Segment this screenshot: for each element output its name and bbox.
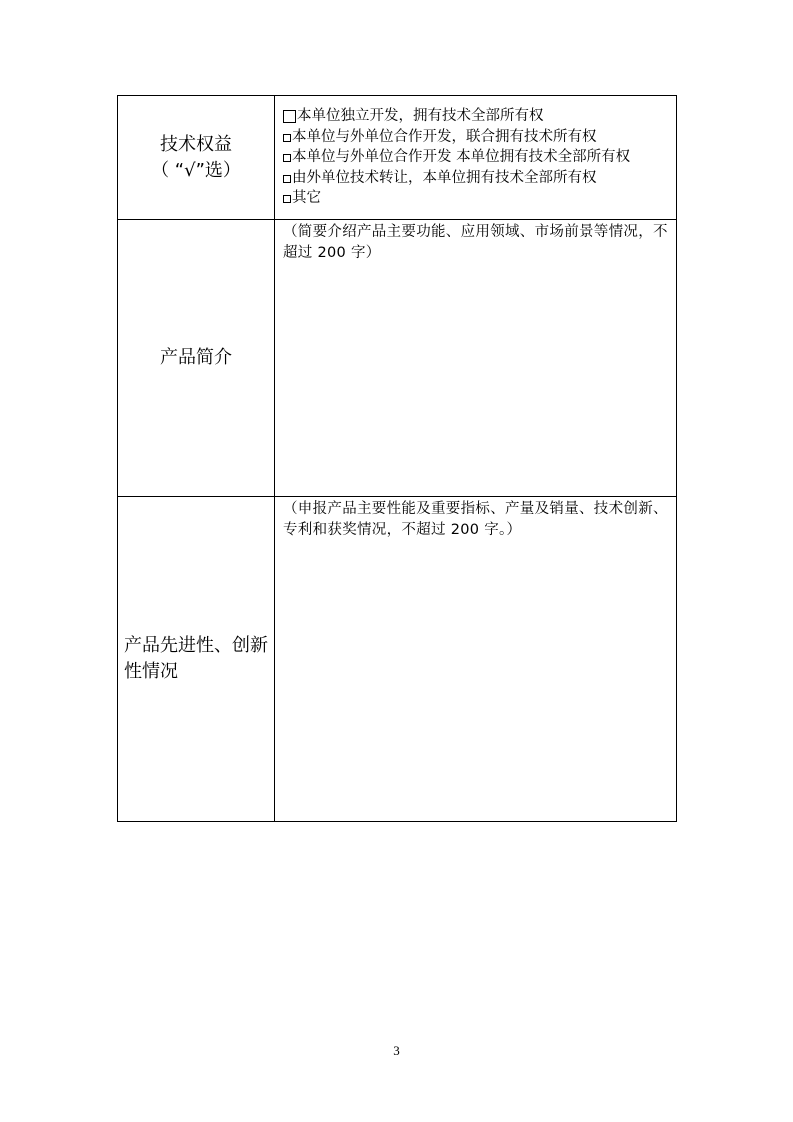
option-label: 由外单位技术转让，本单位拥有技术全部所有权: [292, 169, 597, 186]
tech-rights-label: 技术权益: [160, 133, 232, 155]
option-label: 其它: [292, 190, 321, 206]
tech-rights-row: [118, 96, 677, 220]
checkbox-icon[interactable]: [283, 154, 291, 162]
product-intro-row: [118, 220, 677, 497]
product-intro-hint: （简要介绍产品主要功能、应用领域、市场前景等情况，不超过 200 字）: [283, 224, 668, 261]
page-number: 3: [393, 1043, 400, 1058]
product-advance-label: 产品先进性、创新: [124, 635, 268, 656]
checkbox-icon[interactable]: [283, 175, 291, 183]
product-advance-label-cont: 性情况: [124, 661, 178, 682]
product-intro-field[interactable]: [275, 220, 677, 497]
tech-rights-option-list: [275, 96, 676, 209]
product-advance-row: [118, 497, 677, 822]
checkbox-icon[interactable]: [283, 195, 291, 203]
option-joint-development-full-ownership[interactable]: [283, 147, 676, 168]
application-form-table: [117, 95, 677, 822]
option-technology-transfer[interactable]: [283, 168, 676, 189]
option-joint-development-joint-ownership[interactable]: [283, 127, 676, 148]
option-label: 本单位与外单位合作开发 本单位拥有技术全部所有权: [292, 149, 631, 165]
product-advance-hint: （申报产品主要性能及重要指标、产量及销量、技术创新、专利和获奖情况，不超过 200 字。）: [283, 501, 668, 538]
product-advance-field[interactable]: [275, 497, 677, 822]
option-label: 本单位独立开发，拥有技术全部所有权: [297, 108, 544, 124]
checkbox-icon[interactable]: [283, 134, 291, 142]
tech-rights-label-cell: [118, 96, 275, 220]
product-intro-label-cell: [118, 220, 275, 497]
option-independent-development[interactable]: [283, 106, 676, 127]
option-label: 本单位与外单位合作开发，联合拥有技术所有权: [292, 128, 597, 145]
tech-rights-instruction: （ “√”选）: [151, 159, 241, 181]
product-advance-label-cell: [118, 497, 275, 822]
option-other[interactable]: [283, 188, 676, 209]
tech-rights-options-cell: [275, 96, 677, 220]
product-intro-label: 产品简介: [160, 347, 232, 368]
checkbox-icon[interactable]: [283, 110, 296, 123]
